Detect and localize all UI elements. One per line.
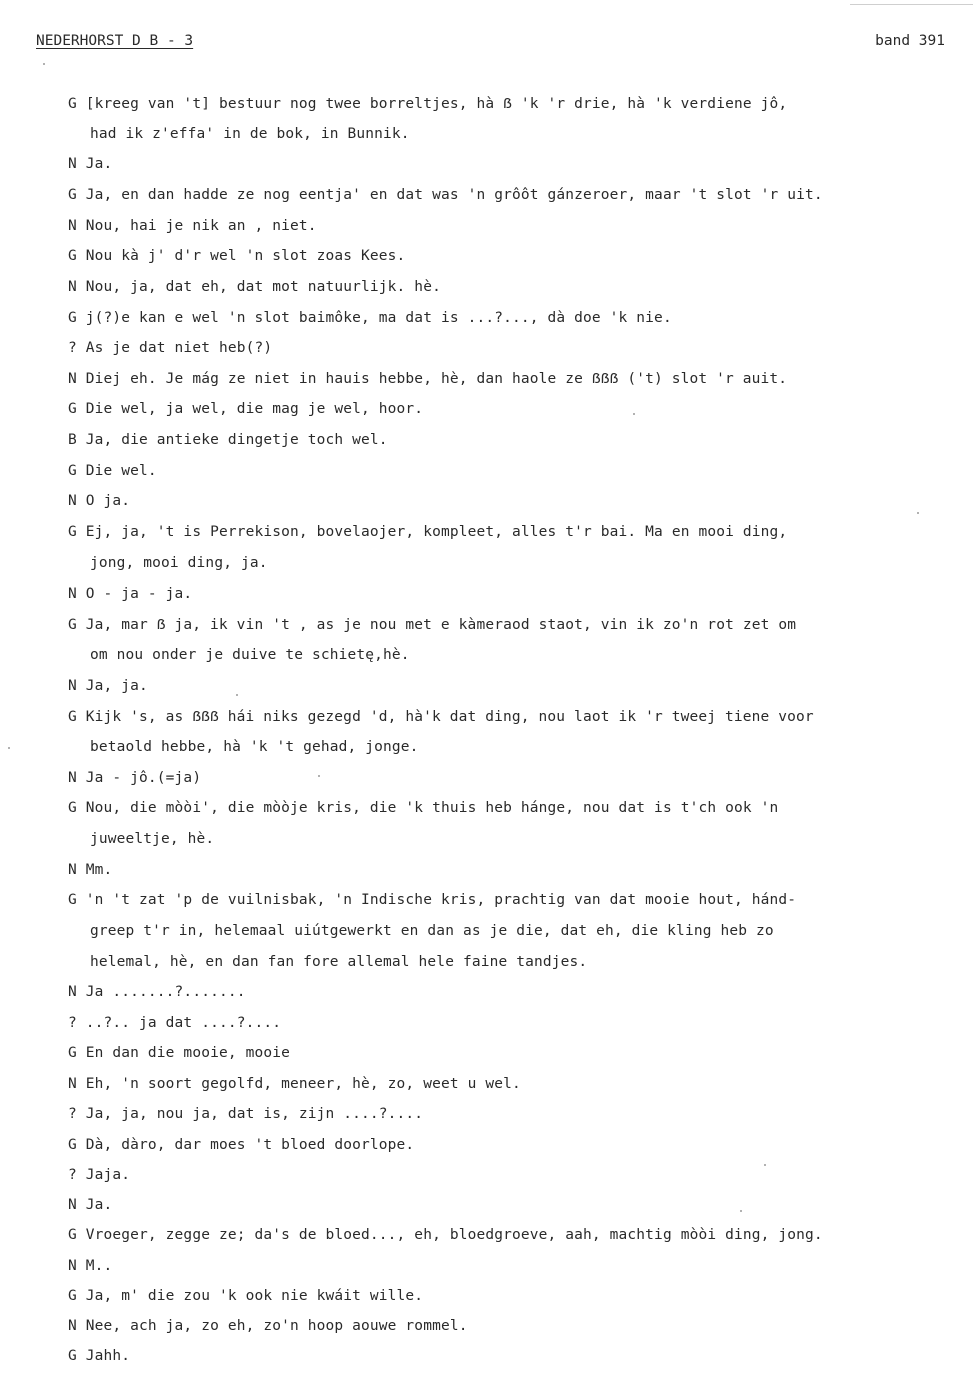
transcript-line: N Nou, ja, dat eh, dat mot natuurlijk. hè. [68, 279, 441, 295]
paper-speck [43, 63, 45, 65]
transcript-line: N M.. [68, 1258, 113, 1274]
paper-speck [917, 512, 919, 514]
transcript-line: N Ja, ja. [68, 678, 148, 694]
transcript-line: B Ja, die antieke dingetje toch wel. [68, 432, 388, 448]
transcript-line: om nou onder je duive te schietę,hè. [90, 647, 410, 663]
transcript-line: G Dà, dàro, dar moes 't bloed doorlope. [68, 1137, 415, 1153]
transcript-line: N O ja. [68, 493, 131, 509]
transcript-line: G Nou, die mòòi', die mòòje kris, die 'k thuis heb hánge, nou dat is t'ch ook 'n [68, 800, 779, 816]
transcript-line: G Ja, en dan hadde ze nog eentja' en dat was 'n grôôt gánzeroer, maar 't slot 'r uit. [68, 187, 823, 203]
transcript-line: N O - ja - ja. [68, 586, 193, 602]
document-header-title: NEDERHORST D B - 3 [36, 33, 194, 49]
transcript-line: G Kijk 's, as ẞẞẞ hái niks gezegd 'd, hà'k dat ding, nou laot ik 'r tweej tiene voor [68, 709, 814, 725]
transcript-line: N Nee, ach ja, zo eh, zo'n hoop aouwe rommel. [68, 1318, 468, 1334]
transcript-line: ? Ja, ja, nou ja, dat is, zijn ....?.... [68, 1106, 424, 1122]
paper-speck [740, 1210, 742, 1212]
paper-speck [318, 775, 320, 777]
transcript-line: N Ja - jô.(=ja) [68, 770, 202, 786]
transcript-line: G En dan die mooie, mooie [68, 1045, 290, 1061]
top-rule [850, 4, 973, 5]
transcript-line: ? Jaja. [68, 1167, 131, 1183]
transcript-line: N Ja .......?....... [68, 984, 246, 1000]
transcript-line: G Ja, mar ẞ ja, ik vin 't , as je nou met e kàmeraod staot, vin ik zo'n rot zet om [68, 617, 797, 633]
transcript-line: G Die wel, ja wel, die mag je wel, hoor. [68, 401, 424, 417]
transcript-line: ? As je dat niet heb(?) [68, 340, 273, 356]
transcript-line: greep t'r in, helemaal uiútgewerkt en dan as je die, dat eh, die kling heb zo [90, 923, 774, 939]
transcript-line: ? ..?.. ja dat ....?.... [68, 1015, 282, 1031]
paper-speck [236, 694, 238, 696]
transcript-line: helemal, hè, en dan fan fore allemal hele faine tandjes. [90, 954, 588, 970]
transcript-line: juweeltje, hè. [90, 831, 215, 847]
transcript-line: G 'n 't zat 'p de vuilnisbak, 'n Indische kris, prachtig van dat mooie hout, hánd- [68, 892, 797, 908]
transcript-line: N Ja. [68, 1197, 113, 1213]
transcript-line: N Mm. [68, 862, 113, 878]
transcript-line: N Diej eh. Je mág ze niet in hauis hebbe, hè, dan haole ze ẞẞẞ ('t) slot 'r auit. [68, 371, 788, 387]
paper-speck [764, 1164, 766, 1166]
transcript-line: N Ja. [68, 156, 113, 172]
transcript-line: betaold hebbe, hà 'k 't gehad, jonge. [90, 739, 419, 755]
paper-speck [8, 747, 10, 749]
paper-speck [633, 413, 635, 415]
transcript-line: G Vroeger, zegge ze; da's de bloed..., eh, bloedgroeve, aah, machtig mòòi ding, jong. [68, 1227, 823, 1243]
tape-number: band 391 [875, 33, 945, 49]
transcript-line: jong, mooi ding, ja. [90, 555, 268, 571]
transcript-line: G Jahh. [68, 1348, 131, 1364]
transcript-line: G [kreeg van 't] bestuur nog twee borreltjes, hà ẞ 'k 'r drie, hà 'k verdiene jô, [68, 96, 788, 112]
transcript-line: G Ja, m' die zou 'k ook nie kwáit wille. [68, 1288, 424, 1304]
transcript-line: N Nou, hai je nik an , niet. [68, 218, 317, 234]
transcript-line: had ik z'effa' in de bok, in Bunnik. [90, 126, 410, 142]
transcript-line: N Eh, 'n soort gegolfd, meneer, hè, zo, weet u wel. [68, 1076, 521, 1092]
transcript-line: G j(?)e kan e wel 'n slot baimôke, ma dat is ...?..., dà doe 'k nie. [68, 310, 672, 326]
transcript-line: G Die wel. [68, 463, 157, 479]
transcript-line: G Nou kà j' d'r wel 'n slot zoas Kees. [68, 248, 406, 264]
transcript-line: G Ej, ja, 't is Perrekison, bovelaojer, kompleet, alles t'r bai. Ma en mooi ding, [68, 524, 788, 540]
